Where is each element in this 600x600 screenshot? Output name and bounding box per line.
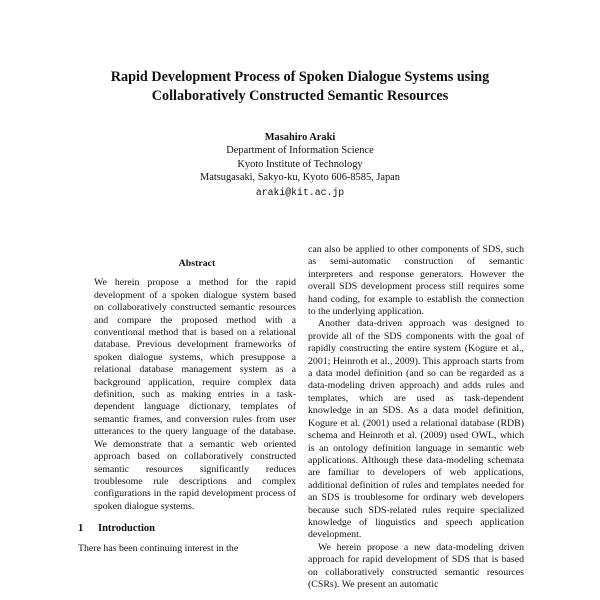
right-paragraph-3: We herein propose a new data-modeling driven approach for rapid development of SDS that is based on collaboratively constructed semantic resources (CSRs). We present an automatic bbox=[308, 541, 524, 590]
section-title: Introduction bbox=[98, 523, 155, 535]
section-number: 1 bbox=[78, 523, 84, 535]
author-address: Matsugasaki, Sakyo-ku, Kyoto 606-8585, Japan bbox=[200, 171, 400, 183]
author-institution: Kyoto Institute of Technology bbox=[237, 158, 363, 170]
author-email: araki@kit.ac.jp bbox=[255, 187, 345, 199]
author-department: Department of Information Science bbox=[226, 145, 374, 157]
author-name: Masahiro Araki bbox=[264, 132, 336, 143]
left-column bbox=[78, 258, 300, 555]
right-column bbox=[308, 244, 524, 591]
abstract-heading: Abstract bbox=[178, 258, 216, 269]
right-paragraph-2: Another data-driven approach was designed to provide all of the SDS components with the goal of rapidly constructing the entire system (Kogure et al., 2001; Heinroth et al., 2009). This approach starts from a data model definition (and so can be regarded as a data-modeling driven approach) and adds rules and templates, which are used as task-dependent knowledge in an SDS. As a data model definition, Kogure et al. (2001) used a relational database (RDB) schema and Heinroth et al. (2009) used OWL, which is an ontology definition language in semantic web applications. Although these data-modeling schemata are familiar to developers of web applications, additional definition of rules and templates needed for an SDS is troublesome for ordinary web developers because such SDS-related rules require specialized knowledge of linguistics and speech application development. bbox=[308, 318, 524, 541]
introduction-first-line: There has been continuing interest in the bbox=[78, 542, 239, 554]
author-block bbox=[0, 131, 600, 199]
section-heading-introduction bbox=[78, 523, 300, 535]
abstract-body: We herein propose a method for the rapid development of a spoken dialogue system based on collaboratively constructed semantic resources and compare the proposed method with a conventional method that is based on a relational database. Previous development frameworks of spoken dialogue systems, which presuppose a relational database management system as a background application, require complex data definition, such as making entries in a task-dependent language dictionary, templates of semantic frames, and conversion rules from user utterances to the query language of the database. We demonstrate that a semantic web oriented approach based on collaboratively constructed semantic resources significantly reduces troublesome rule descriptions and complex configurations in the rapid development process of spoken dialogue systems. bbox=[94, 277, 296, 512]
title-line-1: Rapid Development Process of Spoken Dialogue Systems using bbox=[110, 69, 490, 85]
paper-title bbox=[0, 68, 600, 106]
right-paragraph-1: can also be applied to other components of SDS, such as semi-automatic construction of semantic interpreters and response generators. However the overall SDS development process still requires some hand coding, for example to establish the connection to the underlying application. bbox=[308, 244, 524, 318]
title-line-2: Collaboratively Constructed Semantic Resources bbox=[151, 88, 449, 104]
